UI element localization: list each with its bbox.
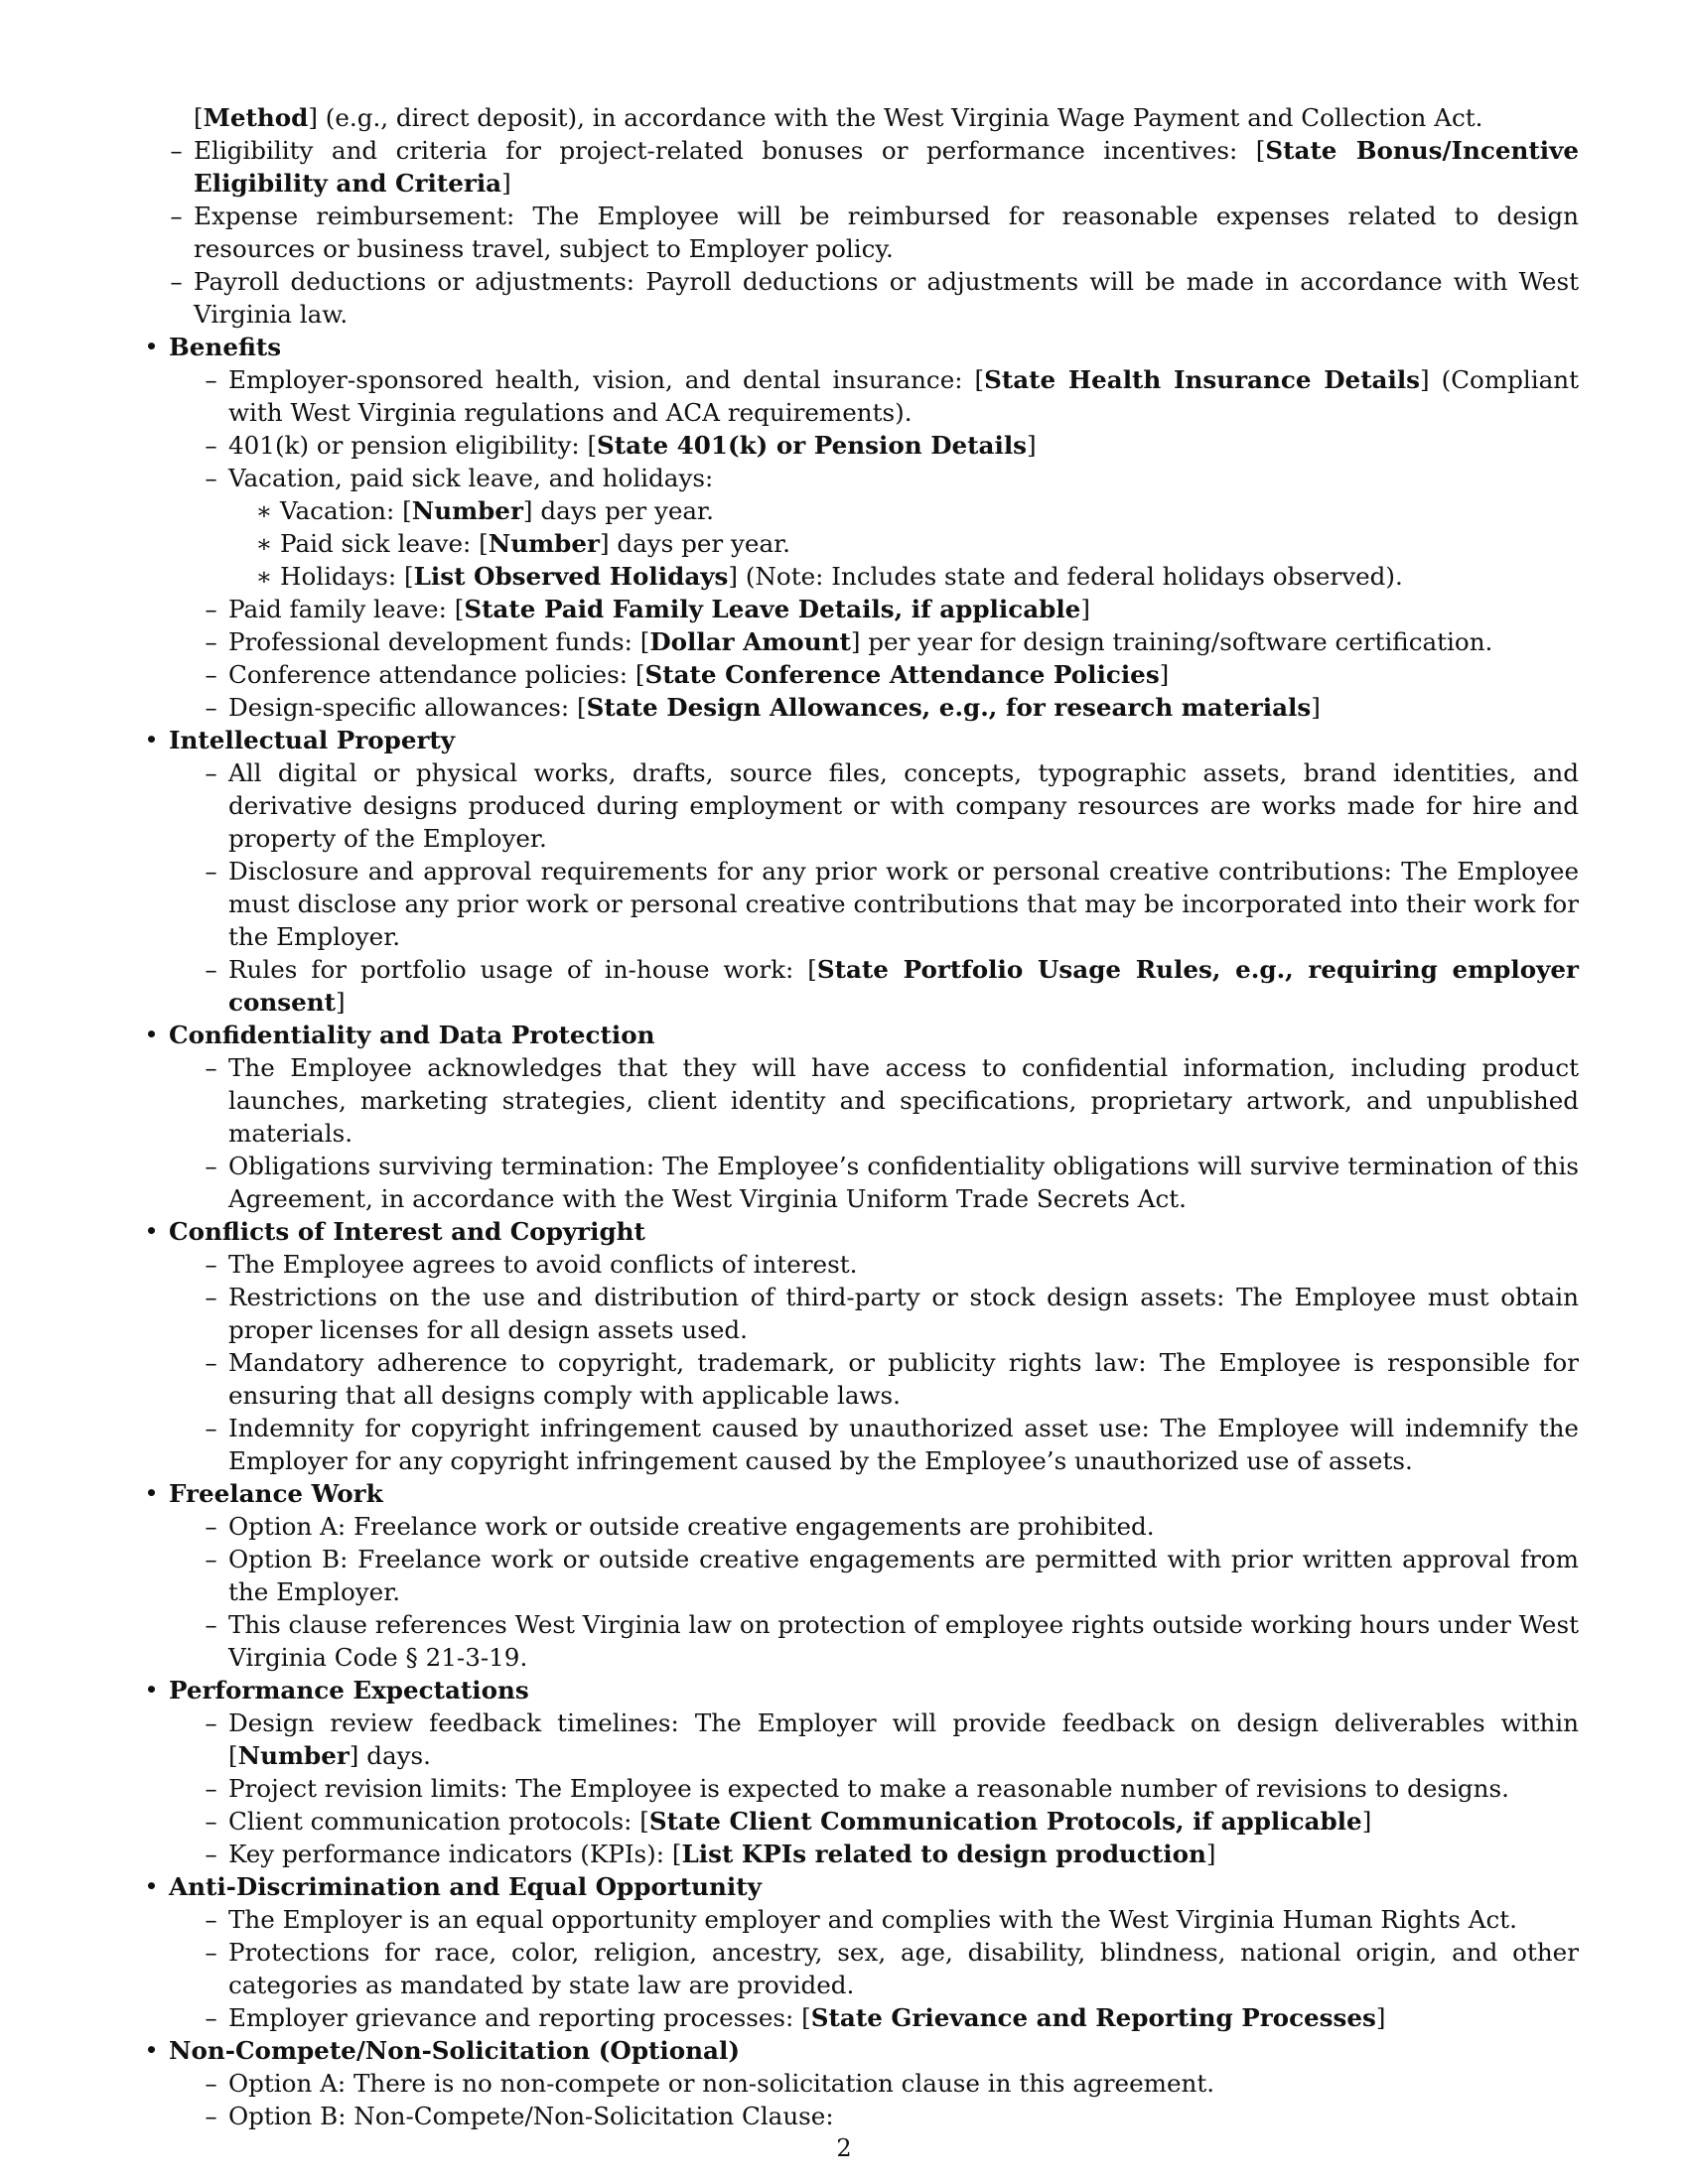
dash-bullet-icon: –: [205, 2003, 217, 2032]
placeholder-bold: Number: [237, 1741, 350, 1770]
bullet-icon: •: [145, 335, 158, 358]
list-item: – Key performance indicators (KPIs): [List KPIs related to design production]: [169, 1838, 1579, 1870]
dash-bullet-icon: –: [205, 1774, 217, 1803]
list-item: – Obligations surviving termination: The Employee’s confidentiality obligations will survive termination of this Agreement, in accordance with the West Virginia Uniform Trade Secrets Act.: [169, 1150, 1579, 1215]
dash-bullet-icon: –: [205, 857, 217, 886]
section-title: • Intellectual Property: [169, 724, 1579, 756]
list-item: – The Employee acknowledges that they will have access to confidential information, including product launches, marketing strategies, client identity and specifications, proprietary artwork, and unpublished materials.: [169, 1051, 1579, 1150]
asterisk-bullet-icon: ∗: [255, 496, 273, 525]
list-item: – Option B: Non-Compete/Non-Solicitation Clause:: [169, 2100, 1579, 2132]
list-item: – Expense reimbursement: The Employee will be reimbursed for reasonable expenses related to design resources or business travel, subject to Employer policy.: [134, 200, 1579, 265]
dash-bullet-icon: –: [205, 2102, 217, 2130]
list-item: – Employer-sponsored health, vision, and dental insurance: [State Health Insurance Details] (Compliant with West Virginia regulations and ACA requirements).: [169, 363, 1579, 429]
sections-container: [134, 724, 1579, 2132]
dash-bullet-icon: –: [205, 758, 217, 787]
list-item: – Design-specific allowances: [State Design Allowances, e.g., for research materials]: [169, 691, 1579, 724]
list-item: – Employer grievance and reporting processes: [State Grievance and Reporting Processes]: [169, 2001, 1579, 2034]
dash-bullet-icon: –: [205, 1053, 217, 1082]
list-item: – Disclosure and approval requirements for any prior work or personal creative contributions: The Employee must disclose any prior work or personal creative contributions that may be incorporated into their work for the Employer.: [169, 855, 1579, 953]
dash-bullet-icon: –: [205, 1512, 217, 1541]
sub-list-item: ∗ Vacation: [Number] days per year.: [169, 494, 1579, 527]
placeholder-bold: State Client Communication Protocols, if applicable: [648, 1807, 1362, 1836]
bullet-icon: •: [145, 1023, 158, 1046]
placeholder-bold: State Grievance and Reporting Processes: [810, 2003, 1376, 2032]
section-non-compete: [134, 2034, 1579, 2132]
list-item: – Conference attendance policies: [State Conference Attendance Policies]: [169, 658, 1579, 691]
bullet-icon: •: [145, 1874, 158, 1898]
bullet-icon: •: [145, 1481, 158, 1505]
section-title: • Anti-Discrimination and Equal Opportunity: [169, 1870, 1579, 1903]
section-confidentiality: [134, 1019, 1579, 1215]
list-item: – The Employer is an equal opportunity employer and complies with the West Virginia Human Rights Act.: [169, 1903, 1579, 1936]
list-item: – Restrictions on the use and distribution of third-party or stock design assets: The Employee must obtain proper licenses for all design assets used.: [169, 1281, 1579, 1346]
section-title: • Non-Compete/Non-Solicitation (Optional): [169, 2034, 1579, 2067]
dash-bullet-icon: –: [205, 431, 217, 460]
dash-bullet-icon: –: [205, 1938, 217, 1967]
section-title: • Conflicts of Interest and Copyright: [169, 1215, 1579, 1248]
list-item: – Design review feedback timelines: The Employer will provide feedback on design deliverables within [Number] days.: [169, 1706, 1579, 1772]
list-item: – Eligibility and criteria for project-related bonuses or performance incentives: [State Bonus/Incentive Eligibility and Criteria]: [134, 134, 1579, 200]
dash-bullet-icon: –: [205, 1807, 217, 1836]
asterisk-bullet-icon: ∗: [255, 562, 273, 591]
list-item: – Vacation, paid sick leave, and holidays:: [169, 462, 1579, 494]
list-item: – 401(k) or pension eligibility: [State 401(k) or Pension Details]: [169, 429, 1579, 462]
sub-list-item: ∗ Holidays: [List Observed Holidays] (Note: Includes state and federal holidays observed).: [169, 560, 1579, 593]
dash-bullet-icon: –: [205, 2069, 217, 2098]
dash-bullet-icon: –: [205, 660, 217, 689]
dash-bullet-icon: –: [205, 1545, 217, 1573]
dash-bullet-icon: –: [205, 595, 217, 623]
list-item: – Client communication protocols: [State Client Communication Protocols, if applicable]: [169, 1805, 1579, 1838]
section-benefits: [134, 331, 1579, 724]
asterisk-bullet-icon: ∗: [255, 529, 273, 558]
dash-bullet-icon: –: [205, 627, 217, 656]
section-title: • Confidentiality and Data Protection: [169, 1019, 1579, 1051]
placeholder-bold: List KPIs related to design production: [681, 1840, 1206, 1868]
dash-bullet-icon: –: [170, 267, 183, 296]
list-item: – Paid family leave: [State Paid Family Leave Details, if applicable]: [169, 593, 1579, 625]
dash-bullet-icon: –: [170, 202, 183, 230]
dash-bullet-icon: –: [205, 1348, 217, 1377]
page-number: 2: [836, 2134, 852, 2162]
section-anti-discrimination: [134, 1870, 1579, 2034]
document-body: [134, 101, 1579, 2132]
list-item: – This clause references West Virginia law on protection of employee rights outside working hours under West Virginia Code § 21-3-19.: [169, 1608, 1579, 1674]
dash-bullet-icon: –: [205, 955, 217, 984]
placeholder-bold: State Portfolio Usage Rules, e.g., requiring employer consent: [228, 955, 1580, 1017]
list-item: – Option A: There is no non-compete or non-solicitation clause in this agreement.: [169, 2067, 1579, 2100]
list-item: – Professional development funds: [Dollar Amount] per year for design training/software certification.: [169, 625, 1579, 658]
dash-bullet-icon: –: [170, 136, 183, 165]
dash-bullet-icon: –: [205, 1905, 217, 1934]
list-item: – Option B: Freelance work or outside creative engagements are permitted with prior written approval from the Employer.: [169, 1543, 1579, 1608]
list-item: – Rules for portfolio usage of in-house work: [State Portfolio Usage Rules, e.g., requiring employer consent]: [169, 953, 1579, 1019]
dash-bullet-icon: –: [205, 464, 217, 492]
dash-bullet-icon: –: [205, 693, 217, 722]
dash-bullet-icon: –: [205, 1283, 217, 1311]
placeholder-bold: Method: [203, 103, 309, 132]
bullet-icon: •: [145, 2038, 158, 2062]
list-item: – Indemnity for copyright infringement caused by unauthorized asset use: The Employee will indemnify the Employer for any copyright infringement caused by the Employee’s unauthorized use of assets.: [169, 1412, 1579, 1477]
section-title: • Performance Expectations: [169, 1674, 1579, 1706]
list-item: – Option A: Freelance work or outside creative engagements are prohibited.: [169, 1510, 1579, 1543]
bullet-icon: •: [145, 728, 158, 751]
dash-bullet-icon: –: [205, 1840, 217, 1868]
dash-bullet-icon: –: [205, 1414, 217, 1442]
method-continuation: [Method] (e.g., direct deposit), in accordance with the West Virginia Wage Payment and Collection Act.: [194, 103, 1483, 132]
bullet-icon: •: [145, 1219, 158, 1243]
section-performance: [134, 1674, 1579, 1870]
section-title: • Freelance Work: [169, 1477, 1579, 1510]
section-title: • Benefits: [169, 331, 1579, 363]
dash-bullet-icon: –: [205, 1152, 217, 1180]
list-item: – The Employee agrees to avoid conflicts of interest.: [169, 1248, 1579, 1281]
section-intellectual-property: [134, 724, 1579, 1019]
list-item: – Mandatory adherence to copyright, trademark, or publicity rights law: The Employee is responsible for ensuring that all designs comply with applicable laws.: [169, 1346, 1579, 1412]
section-freelance: [134, 1477, 1579, 1674]
section-conflicts: [134, 1215, 1579, 1477]
dash-bullet-icon: –: [205, 365, 217, 394]
dash-bullet-icon: –: [205, 1250, 217, 1279]
list-item: – Project revision limits: The Employee is expected to make a reasonable number of revisions to designs.: [169, 1772, 1579, 1805]
sub-list-item: ∗ Paid sick leave: [Number] days per year.: [169, 527, 1579, 560]
bullet-icon: •: [145, 1678, 158, 1702]
dash-bullet-icon: –: [205, 1610, 217, 1639]
list-item: – All digital or physical works, drafts, source files, concepts, typographic assets, brand identities, and derivative designs produced during employment or with company resources are works made for hire and property of the Employer.: [169, 756, 1579, 855]
dash-bullet-icon: –: [205, 1708, 217, 1737]
list-item: – Payroll deductions or adjustments: Payroll deductions or adjustments will be made in accordance with West Virginia law.: [134, 265, 1579, 331]
list-item: – Protections for race, color, religion, ancestry, sex, age, disability, blindness, national origin, and other categories as mandated by state law are provided.: [169, 1936, 1579, 2001]
